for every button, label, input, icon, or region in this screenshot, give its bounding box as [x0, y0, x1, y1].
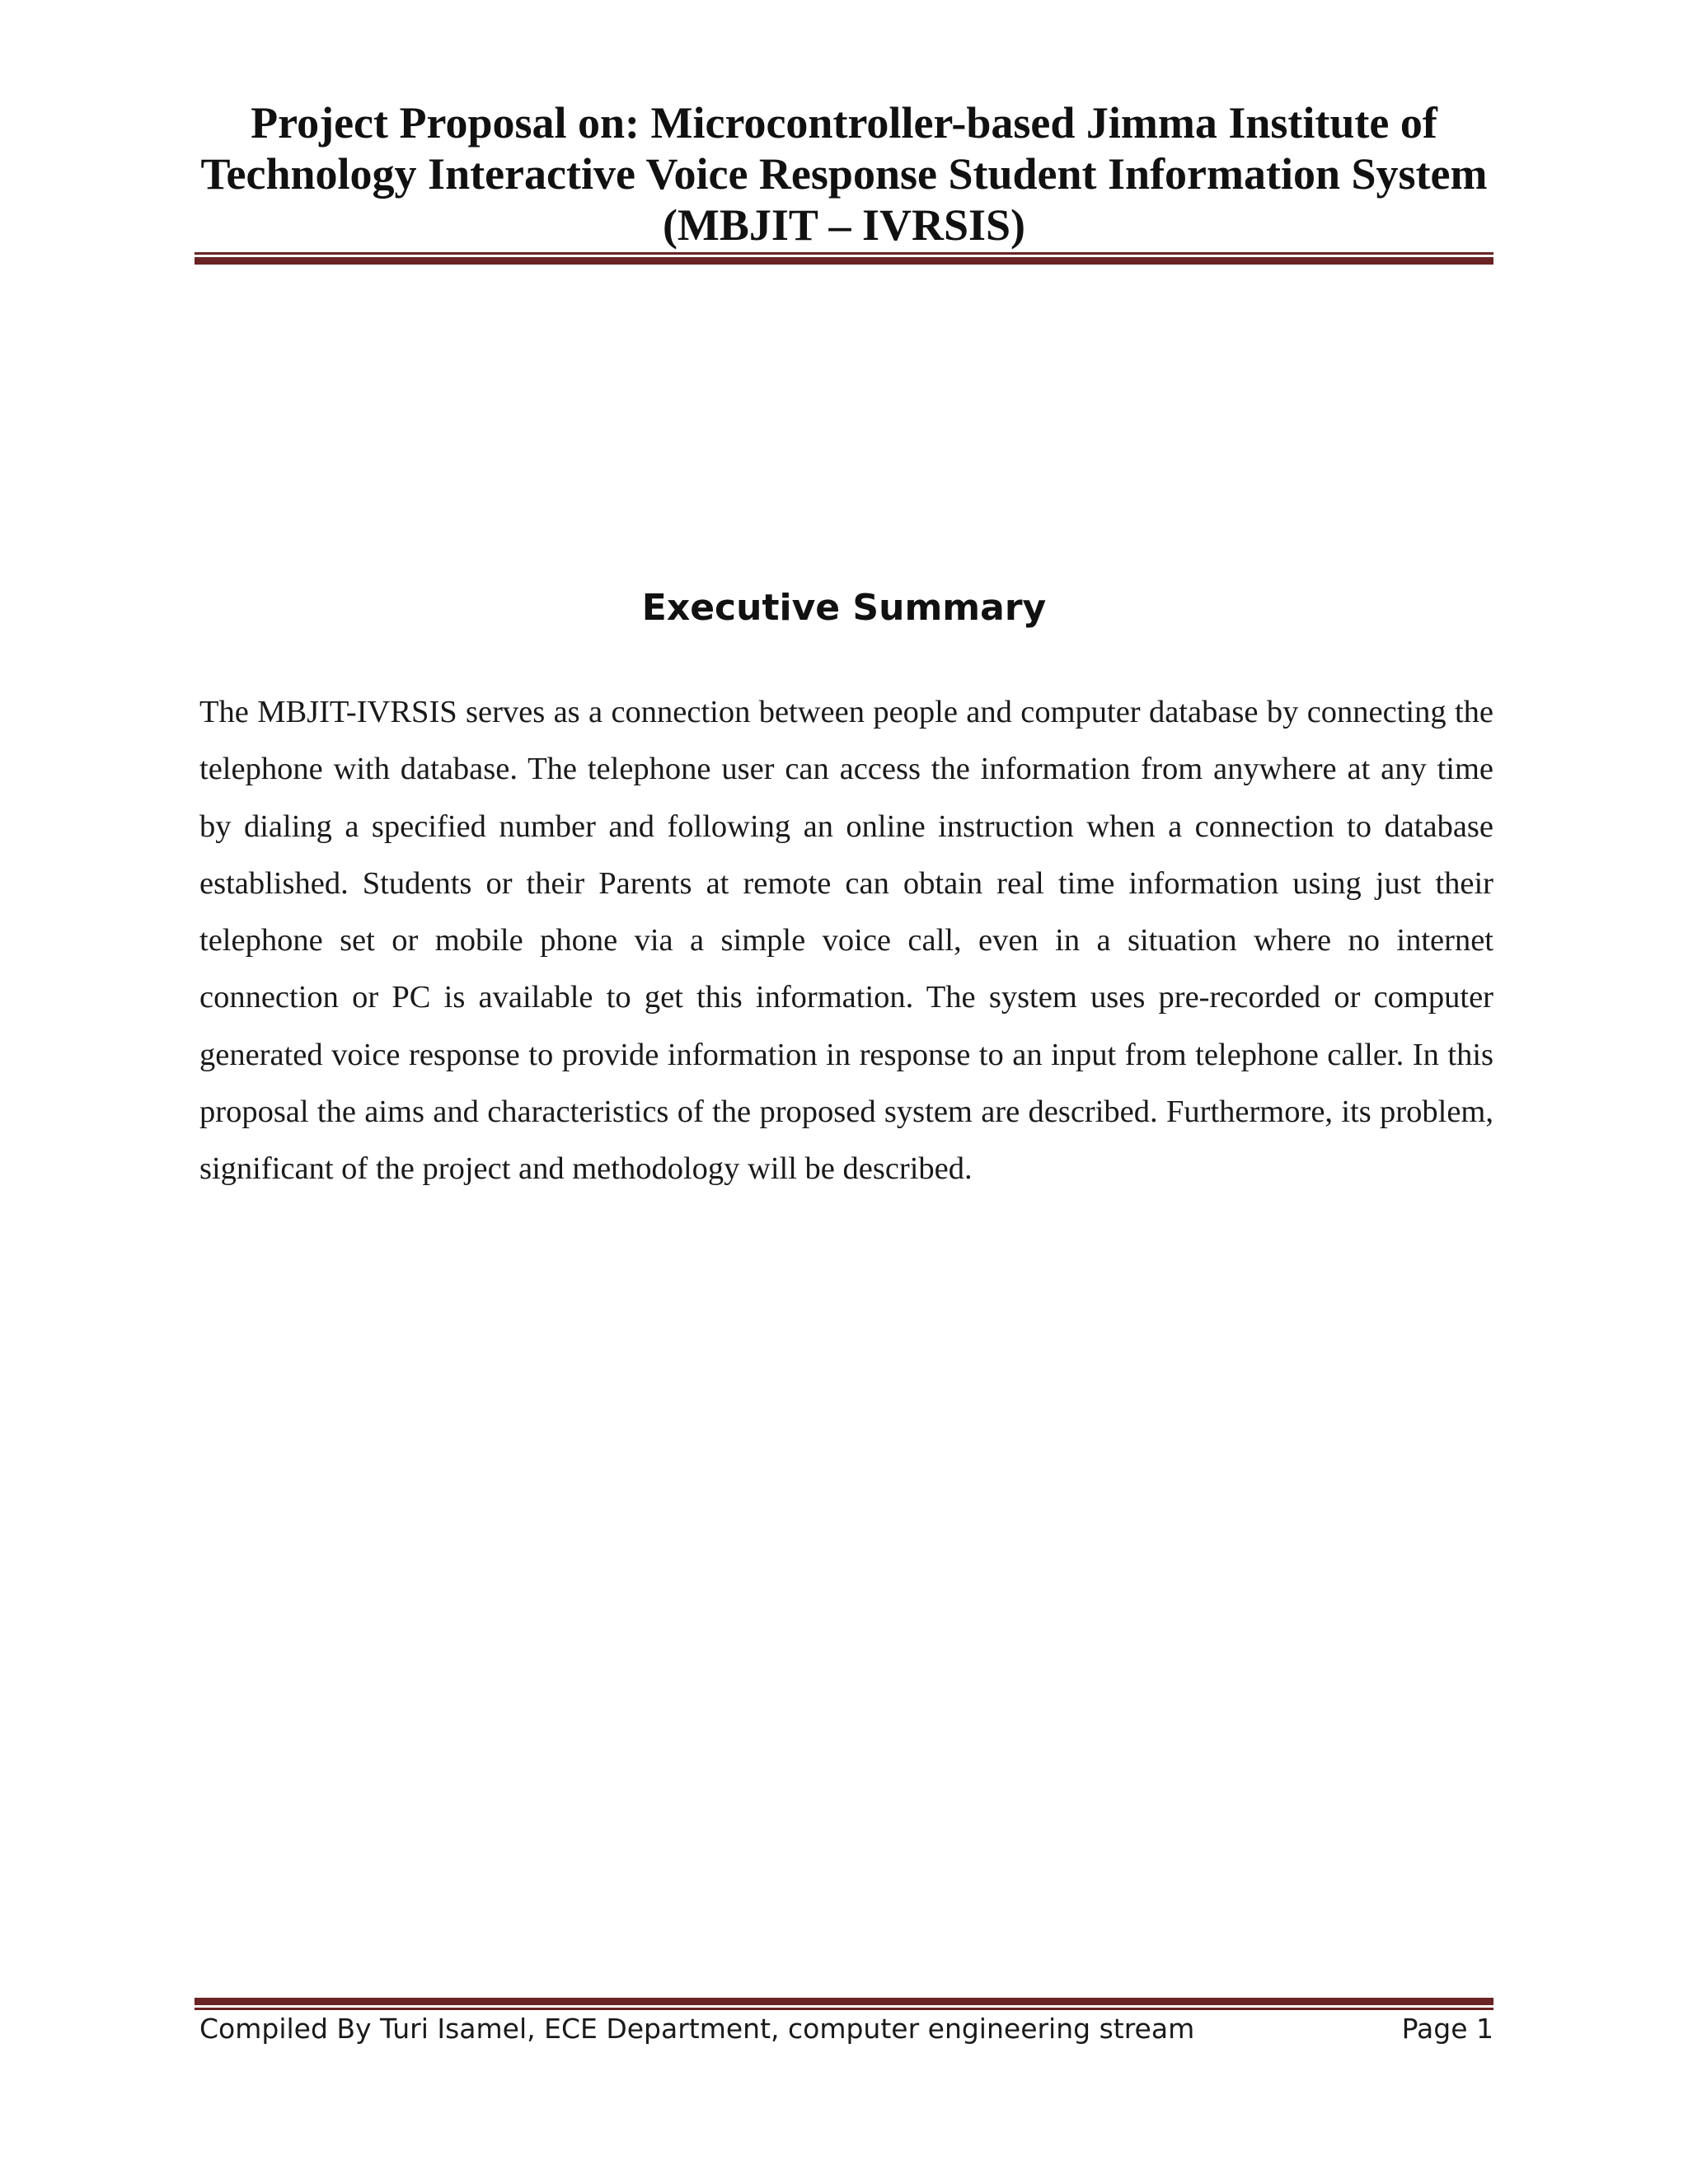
section-heading: Executive Summary — [641, 587, 1047, 629]
header-rule-thick — [195, 257, 1493, 265]
header-title-line-2: Technology Interactive Voice Response Student Information System — [200, 149, 1488, 199]
executive-summary-paragraph: The MBJIT-IVRSIS serves as a connection between people and computer database by connecting the telephone with database. The telephone user can access the information from anywhere at any time by dialing a specified number and following an online instruction when a connection to database established. Students or their Parents at remote can obtain real time information using just their telephone set or mobile phone via a simple voice call, even in a situation where no internet connection or PC is available to get this information. The system uses pre-recorded or computer generated voice response to provide information in response to an input from telephone caller. In this proposal the aims and characteristics of the proposed system are described. Furthermore, its problem, significant of the project and methodology will be described. — [199, 695, 1493, 1187]
footer-rule-thick — [195, 1998, 1493, 2005]
header-rule-thin — [195, 252, 1493, 255]
footer-page-number: Page 1 — [1401, 2013, 1493, 2045]
footer-rule-thin — [195, 2008, 1493, 2010]
footer-compiled-by: Compiled By Turi Isamel, ECE Department, computer engineering stream — [199, 2013, 1195, 2045]
header-title-line-1: Project Proposal on: Microcontroller-based Jimma Institute of — [251, 98, 1437, 148]
header-title-line-3: (MBJIT – IVRSIS) — [662, 200, 1026, 250]
header-title — [195, 97, 1493, 251]
